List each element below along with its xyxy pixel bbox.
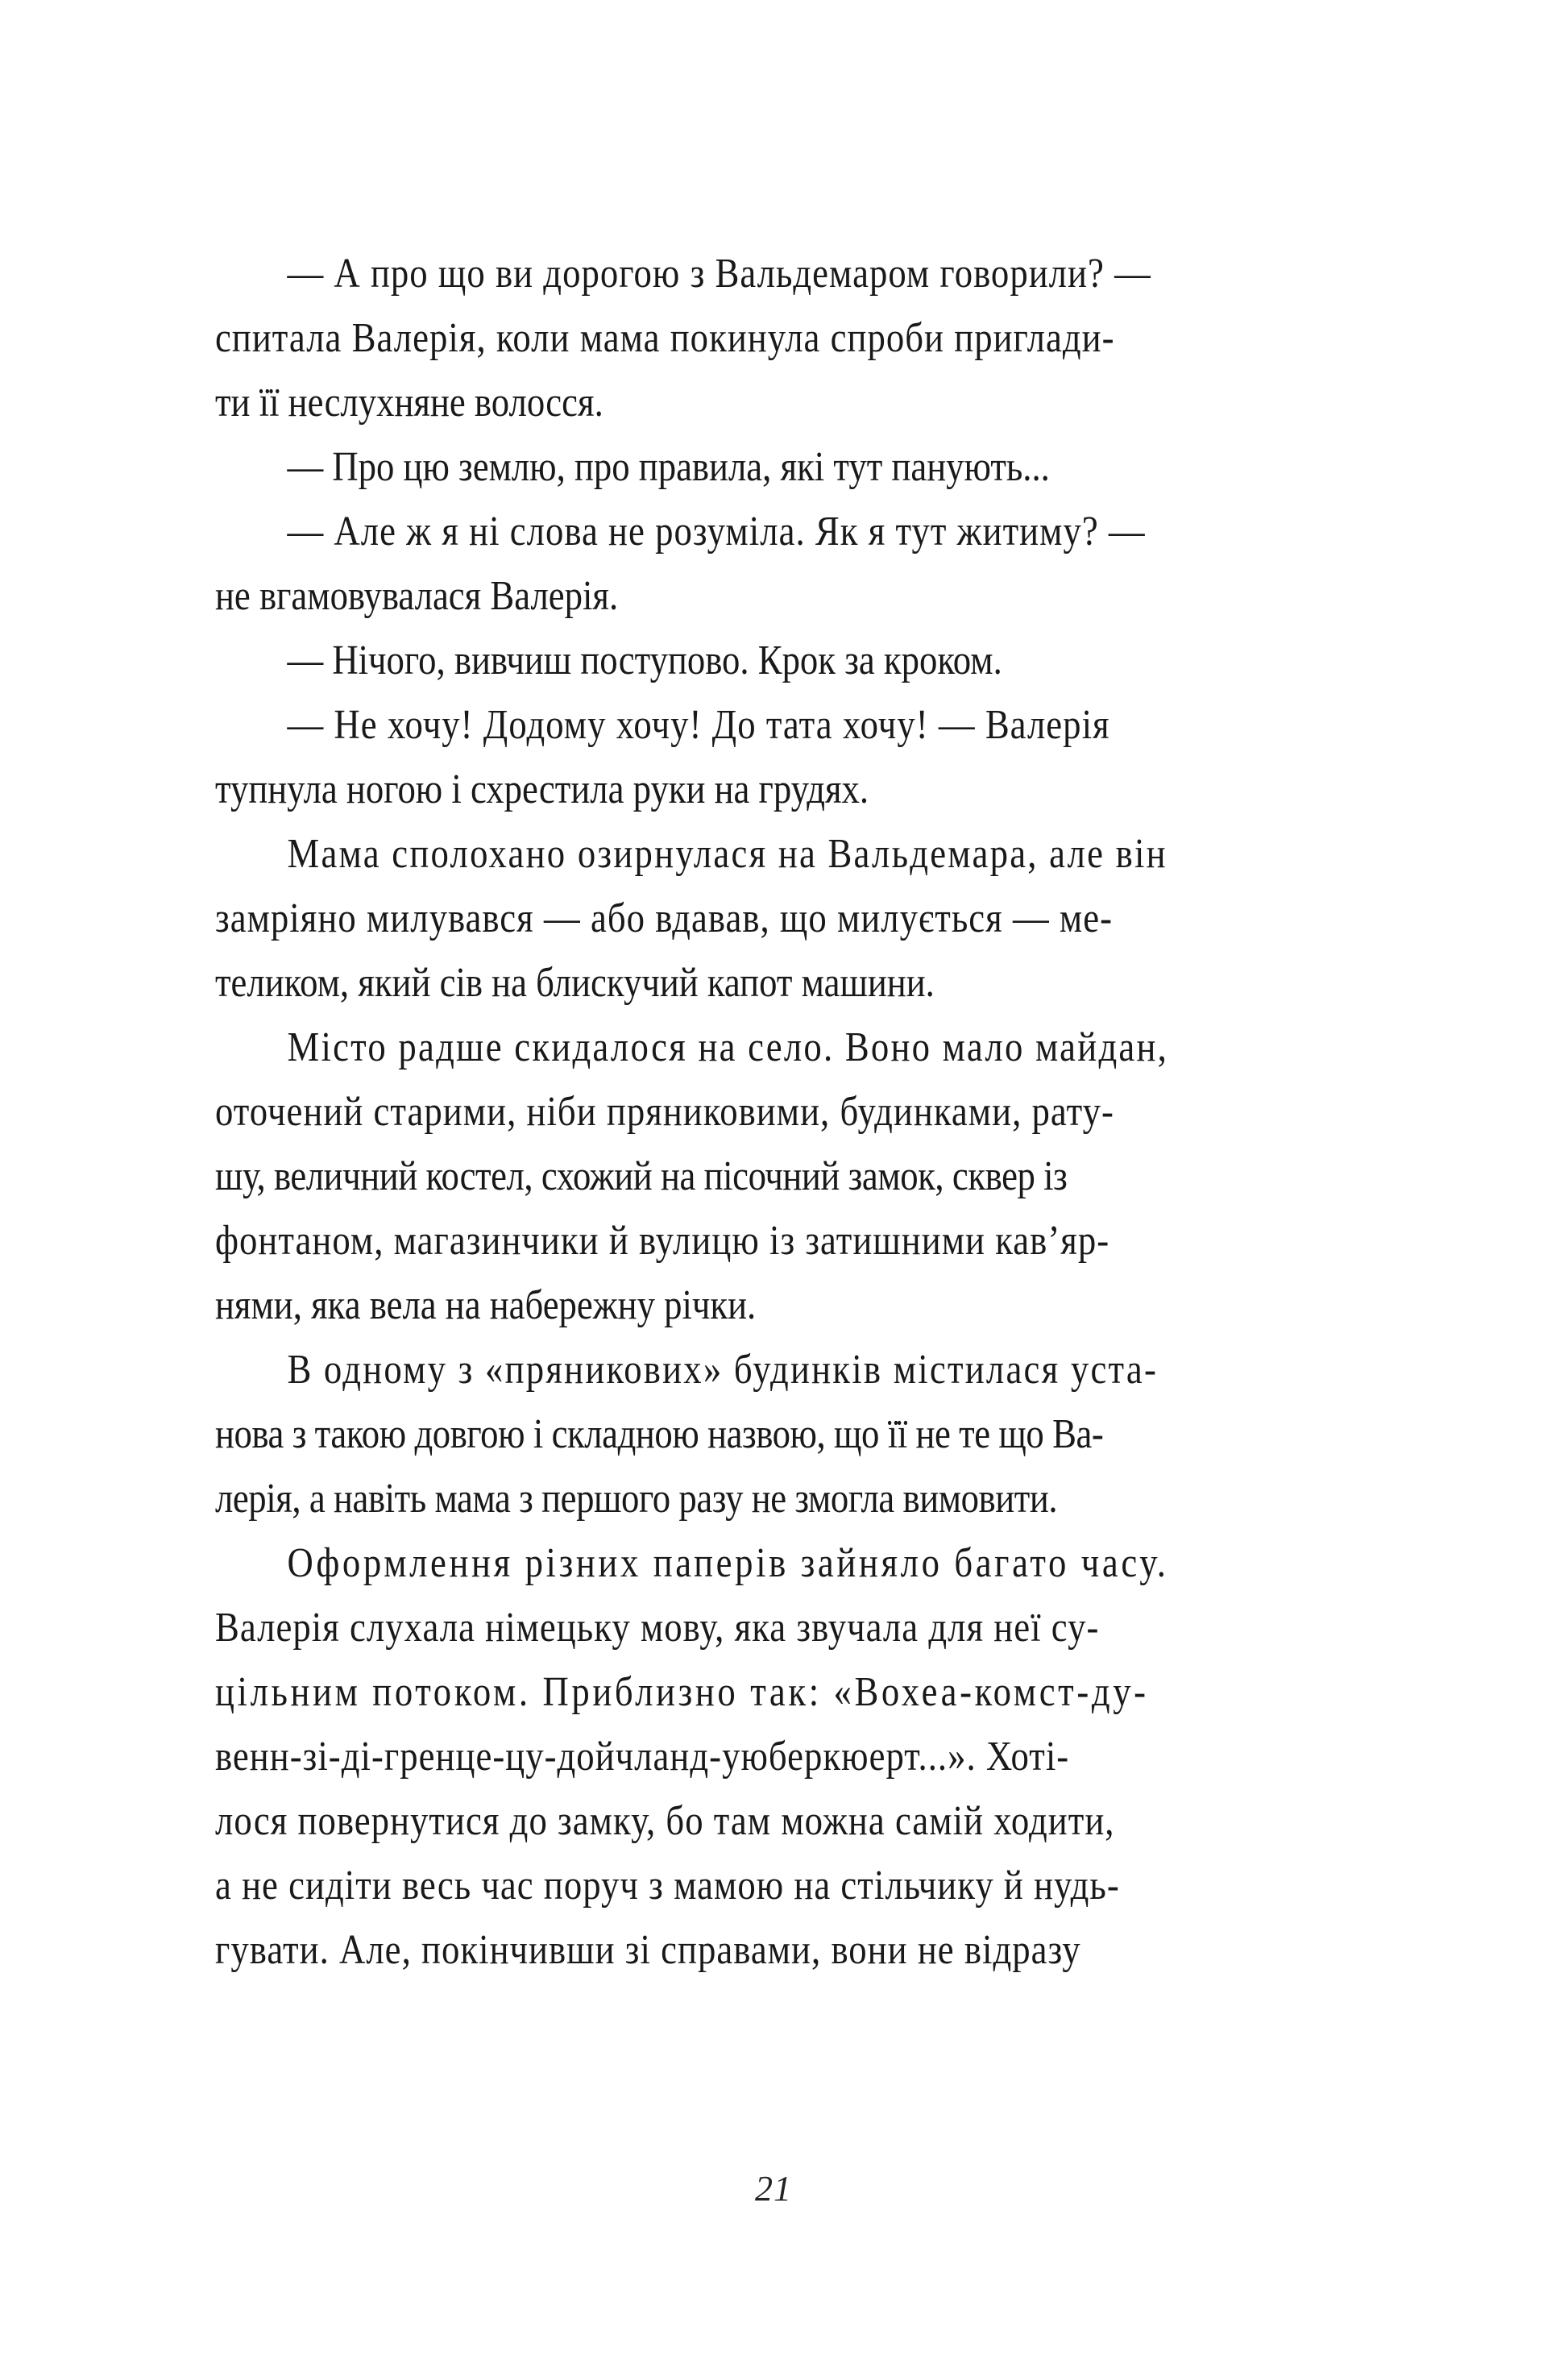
- text-line: Валерія слухала німецьку мову, яка звучала для неї су-: [215, 1605, 1100, 1651]
- text-line: спитала Валерія, коли мама покинула спроби приглади-: [215, 315, 1115, 361]
- text-line: оточений старими, ніби пряниковими, будинками, рату-: [215, 1089, 1114, 1135]
- paragraph: [215, 1531, 1293, 1983]
- text-line: не вгамовувалася Валерія.: [215, 573, 619, 619]
- text-line: — Про цю землю, про правила, які тут панують...: [287, 444, 1050, 490]
- text-line: В одному з «пряникових» будинків містилася уста-: [287, 1347, 1159, 1393]
- paragraph: [215, 1338, 1293, 1531]
- text-line: венн-зі-ді-гренце-цу-дойчланд-уюберкюерт...». Хоті-: [215, 1734, 1070, 1780]
- text-line: — Не хочу! Додому хочу! До тата хочу! — Валерія: [287, 702, 1110, 748]
- paragraph: [215, 435, 1293, 500]
- text-line: нями, яка вела на набережну річки.: [215, 1282, 757, 1328]
- text-line: — Але ж я ні слова не розуміла. Як я тут житиму? —: [287, 509, 1146, 555]
- text-line: — Нічого, вивчиш поступово. Крок за кроком.: [287, 638, 1002, 683]
- text-line: ти її неслухняне волосся.: [215, 380, 603, 426]
- text-line: тупнула ногою і схрестила руки на грудях.: [215, 766, 869, 812]
- text-line: шу, величний костел, схожий на пісочний замок, сквер із: [215, 1153, 1068, 1199]
- paragraph: [215, 1016, 1293, 1338]
- paragraph: [215, 500, 1293, 629]
- text-line: цільним потоком. Приблизно так: «Вохеа-комст-ду-: [215, 1669, 1149, 1715]
- text-line: замріяно милувався — або вдавав, що милується — ме-: [215, 895, 1114, 941]
- text-line: лося повернутися до замку, бо там можна самій ходити,: [215, 1798, 1115, 1844]
- text-line: Мама сполохано озирнулася на Вальдемара, але він: [287, 831, 1168, 877]
- page-number: 21: [755, 2169, 792, 2208]
- text-line: гувати. Але, покінчивши зі справами, вони не відразу: [215, 1927, 1081, 1973]
- text-line: а не сидіти весь час поруч з мамою на стільчику й нудь-: [215, 1863, 1120, 1909]
- page-text-block: [215, 242, 1293, 1983]
- paragraph: [215, 693, 1293, 822]
- paragraph: [215, 242, 1293, 435]
- text-line: — А про що ви дорогою з Вальдемаром говорили? —: [287, 251, 1151, 297]
- text-line: теликом, який сів на блискучий капот машини.: [215, 960, 935, 1006]
- text-line: фонтаном, магазинчики й вулицю із затишними кав’яр-: [215, 1218, 1110, 1264]
- text-line: лерія, а навіть мама з першого разу не змогла вимовити.: [215, 1476, 1058, 1522]
- paragraph: [215, 629, 1293, 693]
- text-line: Місто радше скидалося на село. Воно мало майдан,: [287, 1024, 1169, 1070]
- paragraph: [215, 822, 1293, 1016]
- text-line: нова з такою довгою і складною назвою, що її не те що Ва-: [215, 1411, 1104, 1457]
- text-line: Оформлення різних паперів зайняло багато часу.: [287, 1540, 1169, 1586]
